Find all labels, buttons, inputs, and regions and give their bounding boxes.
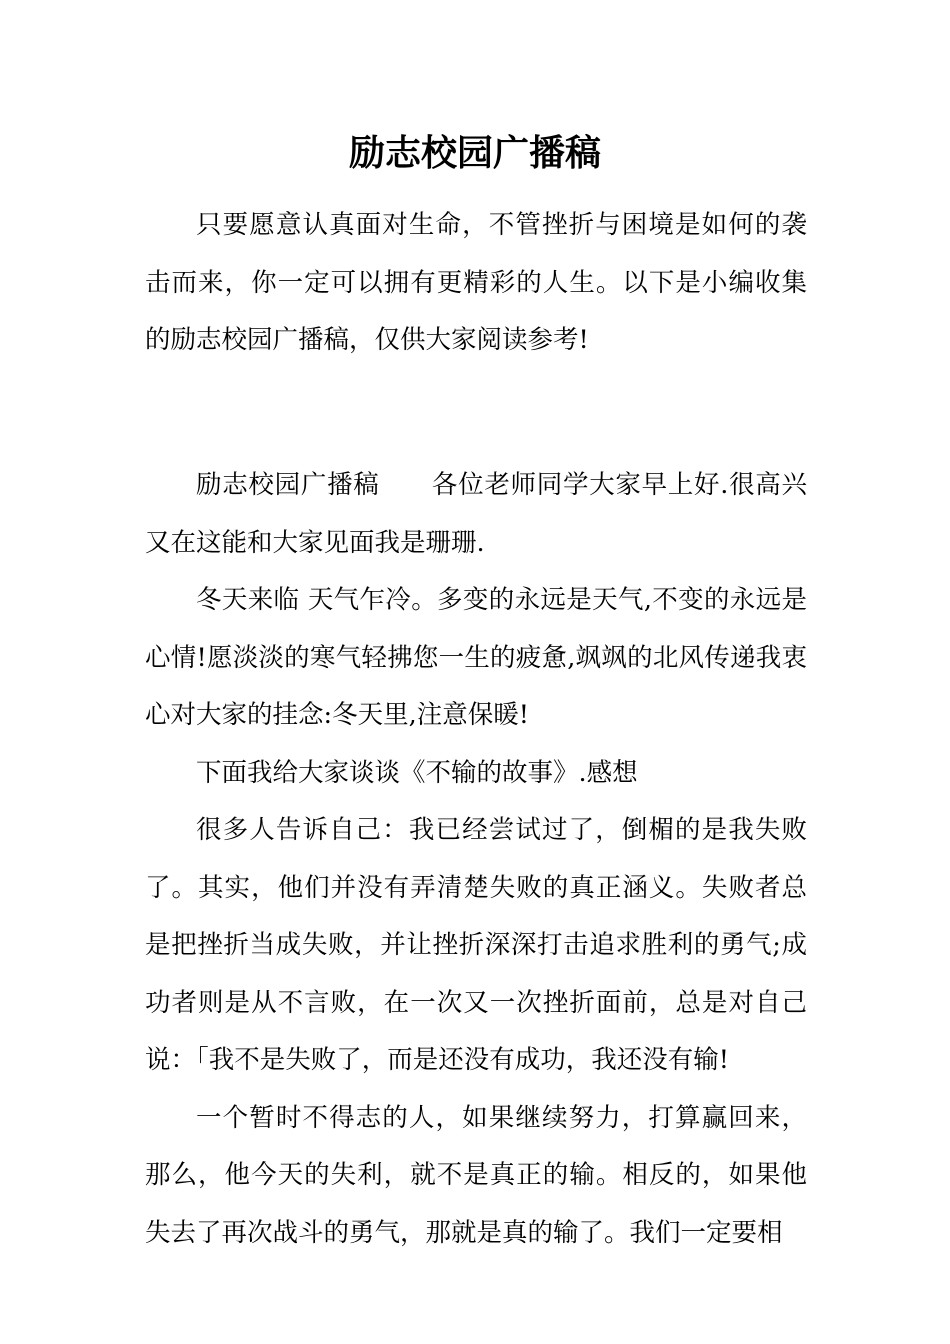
- failure-paragraph: 很多人告诉自己：我已经尝试过了，倒楣的是我失败了。其实，他们并没有弄清楚失败的真正涵义。失败者总是把挫折当成失败，并让挫折深深打击追求胜利的勇气;成功者则是从不言败，在一次又一次挫折面前，总是对自己说：「我不是失败了，而是还没有成功，我还没有输!: [145, 815, 807, 1075]
- winter-paragraph: 冬天来临 天气乍冷。多变的永远是天气,不变的永远是心情!愿淡淡的寒气轻拂您一生的疲惫,飒飒的北风传递我衷心对大家的挂念:冬天里,注意保暖!: [145, 585, 807, 730]
- paragraph-gap: [145, 427, 807, 457]
- perseverance-paragraph: 一个暂时不得志的人，如果继续努力，打算赢回来，那么，他今天的失利，就不是真正的输。相反的，如果他失去了再次战斗的勇气，那就是真的输了。我们一定要相: [145, 1102, 807, 1248]
- greeting-paragraph: 励志校园广播稿 各位老师同学大家早上好.很高兴又在这能和大家见面我是珊珊.: [145, 470, 807, 558]
- document-body: [145, 197, 807, 1262]
- document-title: 励志校园广播稿: [348, 132, 601, 174]
- intro-paragraph: 只要愿意认真面对生命，不管挫折与困境是如何的袭击而来，你一定可以拥有更精彩的人生。以下是小编收集的励志校园广播稿，仅供大家阅读参考!: [145, 210, 807, 355]
- story-intro-paragraph: 下面我给大家谈谈《不输的故事》.感想: [196, 757, 638, 788]
- paragraph-gap: [145, 370, 807, 428]
